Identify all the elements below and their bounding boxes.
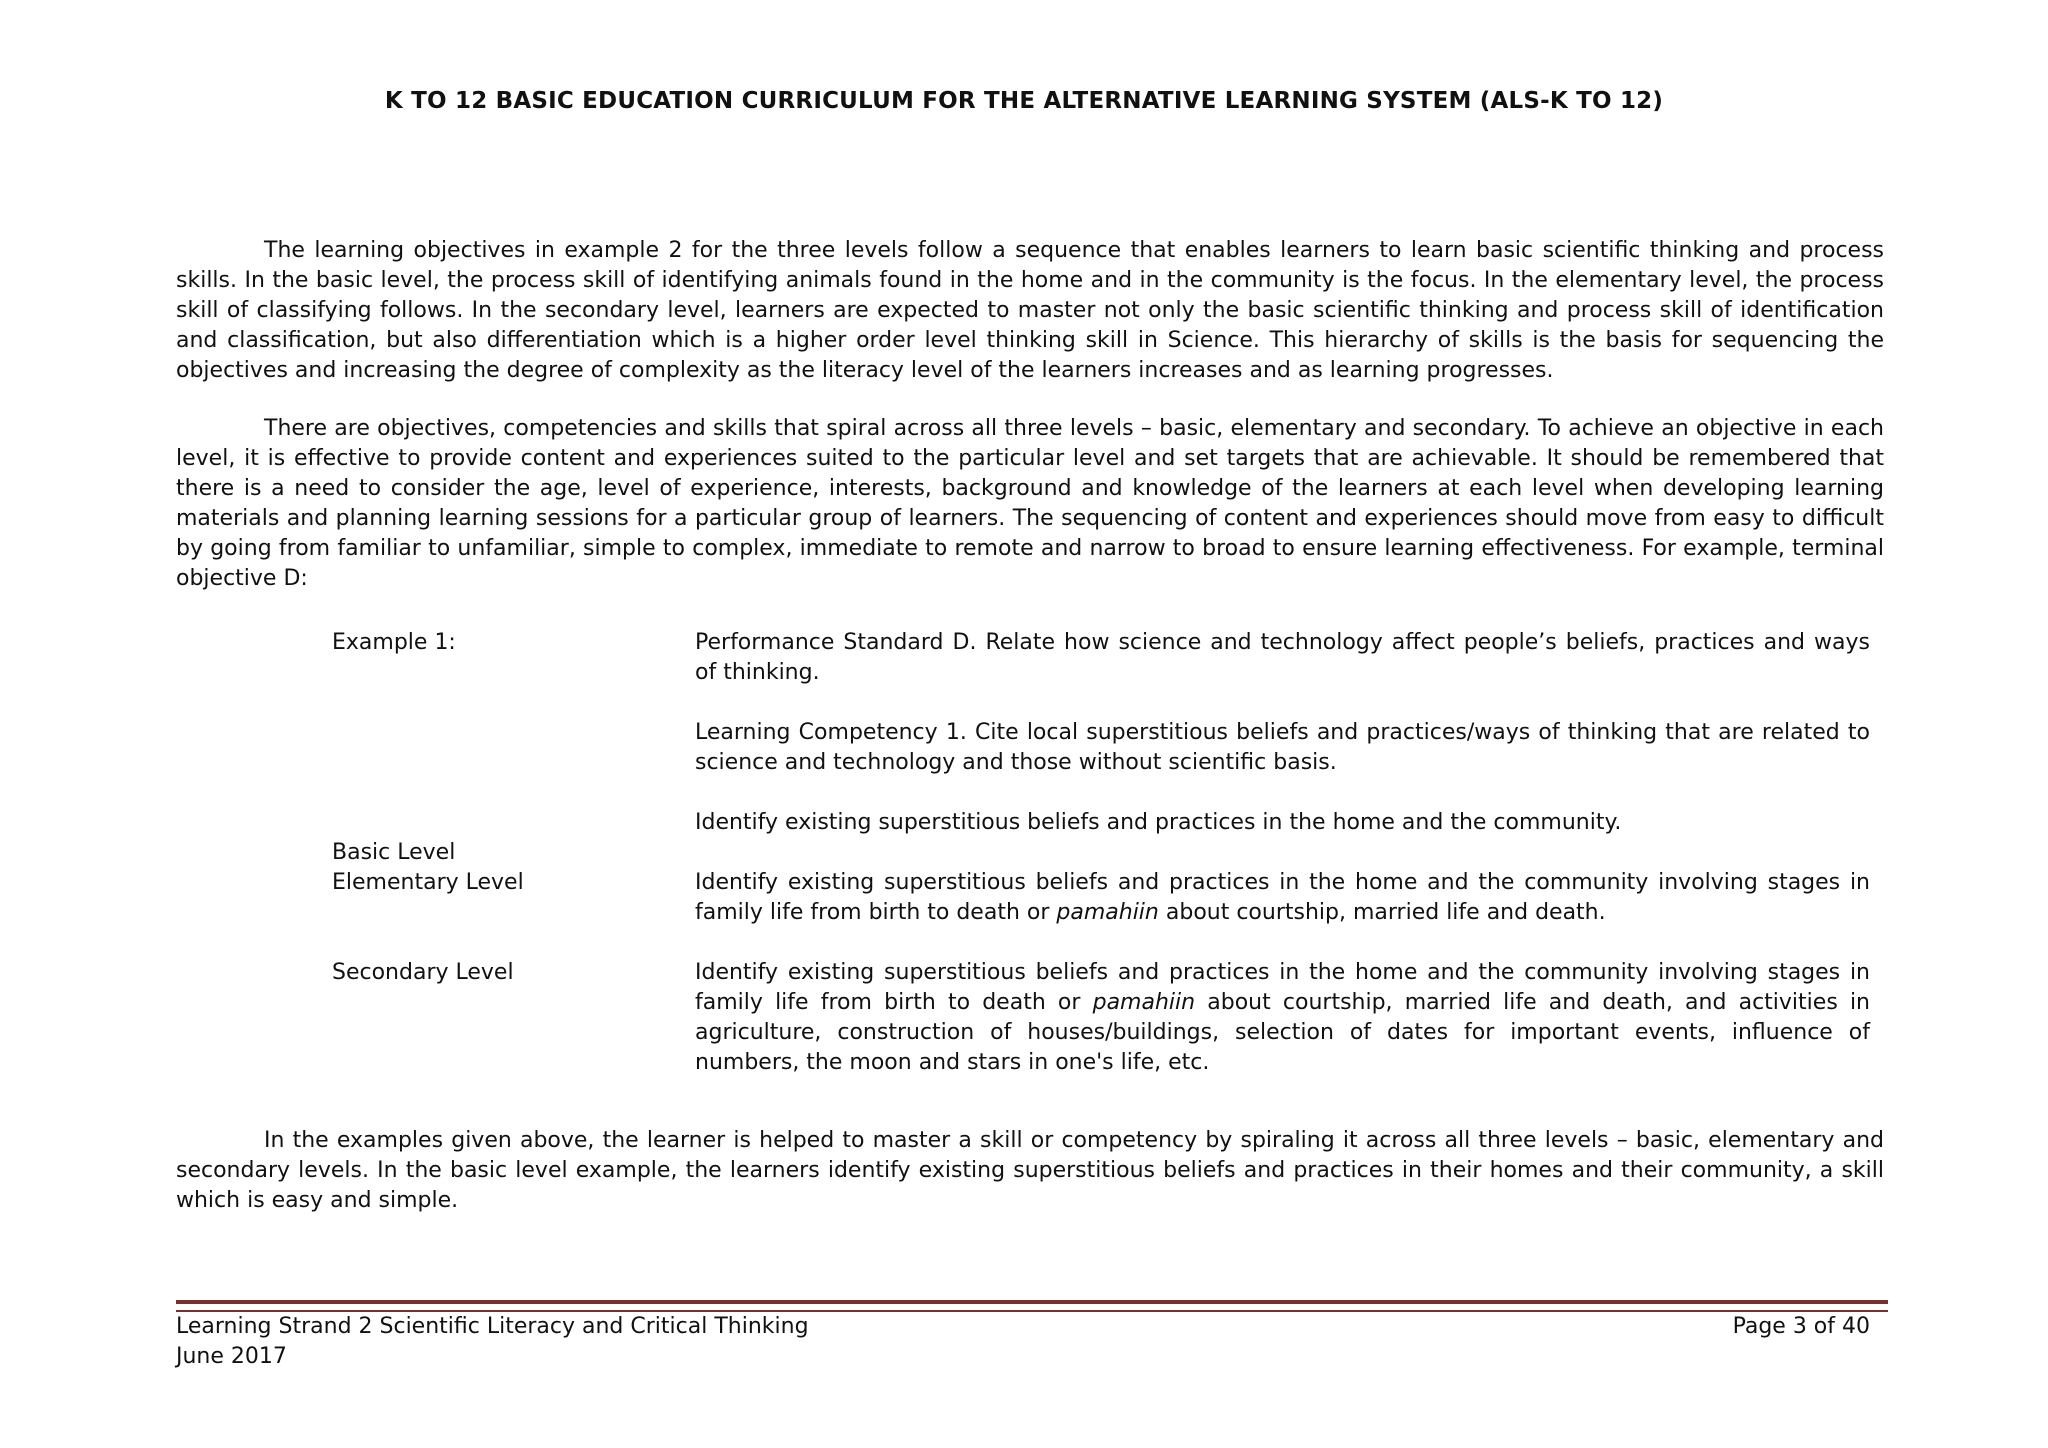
footer-date: June 2017 (176, 1344, 287, 1369)
paragraph-1: The learning objectives in example 2 for the three levels follow a sequence that enables learners to learn basic scientific thinking and process skills. In the basic level, the process skill of identifying animals found in the home and in the community is the focus. In the elementary level, the process skill of classifying follows. In the secondary level, learners are expected to master not only the basic scientific thinking and process skill of identification and classification, but also differentiation which is a higher order level thinking skill in Science. This hierarchy of skills is the basis for sequencing the objectives and increasing the degree of complexity as the literacy level of the learners increases and as learning progresses. (176, 238, 1884, 383)
learning-competency-text: Learning Competency 1. Cite local superstitious beliefs and practices/ways of thinking that are related to science and technology and those without scientific basis. (695, 720, 1870, 775)
elementary-italic-term: pamahiin (1056, 900, 1159, 925)
secondary-text-start: Identify existing superstitious beliefs and practices in the home and the community involving stages in family life from birth to death or (695, 960, 1870, 1015)
basic-level-label: Basic Level (332, 840, 456, 865)
footer-page-number: Page 3 of 40 (1732, 1314, 1870, 1339)
footer-rule (176, 1300, 1888, 1312)
paragraph-2: There are objectives, competencies and skills that spiral across all three levels – basic, elementary and secondary. To achieve an objective in each level, it is effective to provide content and experiences suited to the particular level and set targets that are achievable. It should be remembered that there is a need to consider the age, level of experience, interests, background and knowledge of the learners at each level when developing learning materials and planning learning sessions for a particular group of learners. The sequencing of content and experiences should move from easy to difficult by going from familiar to unfamiliar, simple to complex, immediate to remote and narrow to broad to ensure learning effectiveness. For example, terminal objective D: (176, 416, 1884, 591)
secondary-level-text (695, 958, 1870, 1078)
footer-strand: Learning Strand 2 Scientific Literacy and Critical Thinking (176, 1314, 809, 1339)
basic-level-text: Identify existing superstitious beliefs and practices in the home and the community. (695, 810, 1622, 835)
footer-left (176, 1312, 809, 1372)
elementary-text-end: about courtship, married life and death. (1158, 900, 1606, 925)
secondary-text-end: about courtship, married life and death, and activities in agriculture, construction of houses/buildings, selection of dates for important events, influence of numbers, the moon and stars in one's life, etc. (695, 990, 1871, 1075)
elementary-level-text (695, 868, 1870, 928)
performance-standard-text: Performance Standard D. Relate how science and technology affect people’s beliefs, practices and ways of thinking. (695, 630, 1870, 685)
elementary-level-label: Elementary Level (332, 870, 524, 895)
secondary-level-label: Secondary Level (332, 960, 514, 985)
secondary-italic-term: pamahiin (1092, 990, 1196, 1015)
document-title: K TO 12 BASIC EDUCATION CURRICULUM FOR THE ALTERNATIVE LEARNING SYSTEM (ALS-K TO 12) (384, 88, 1664, 114)
elementary-text-start: Identify existing superstitious beliefs and practices in the home and the community involving stages in family life from birth to death or (695, 870, 1870, 925)
example-label: Example 1: (332, 630, 456, 655)
paragraph-3: In the examples given above, the learner is helped to master a skill or competency by spiraling it across all three levels – basic, elementary and secondary levels. In the basic level example, the learners identify existing superstitious beliefs and practices in their homes and their community, a skill which is easy and simple. (176, 1128, 1884, 1213)
